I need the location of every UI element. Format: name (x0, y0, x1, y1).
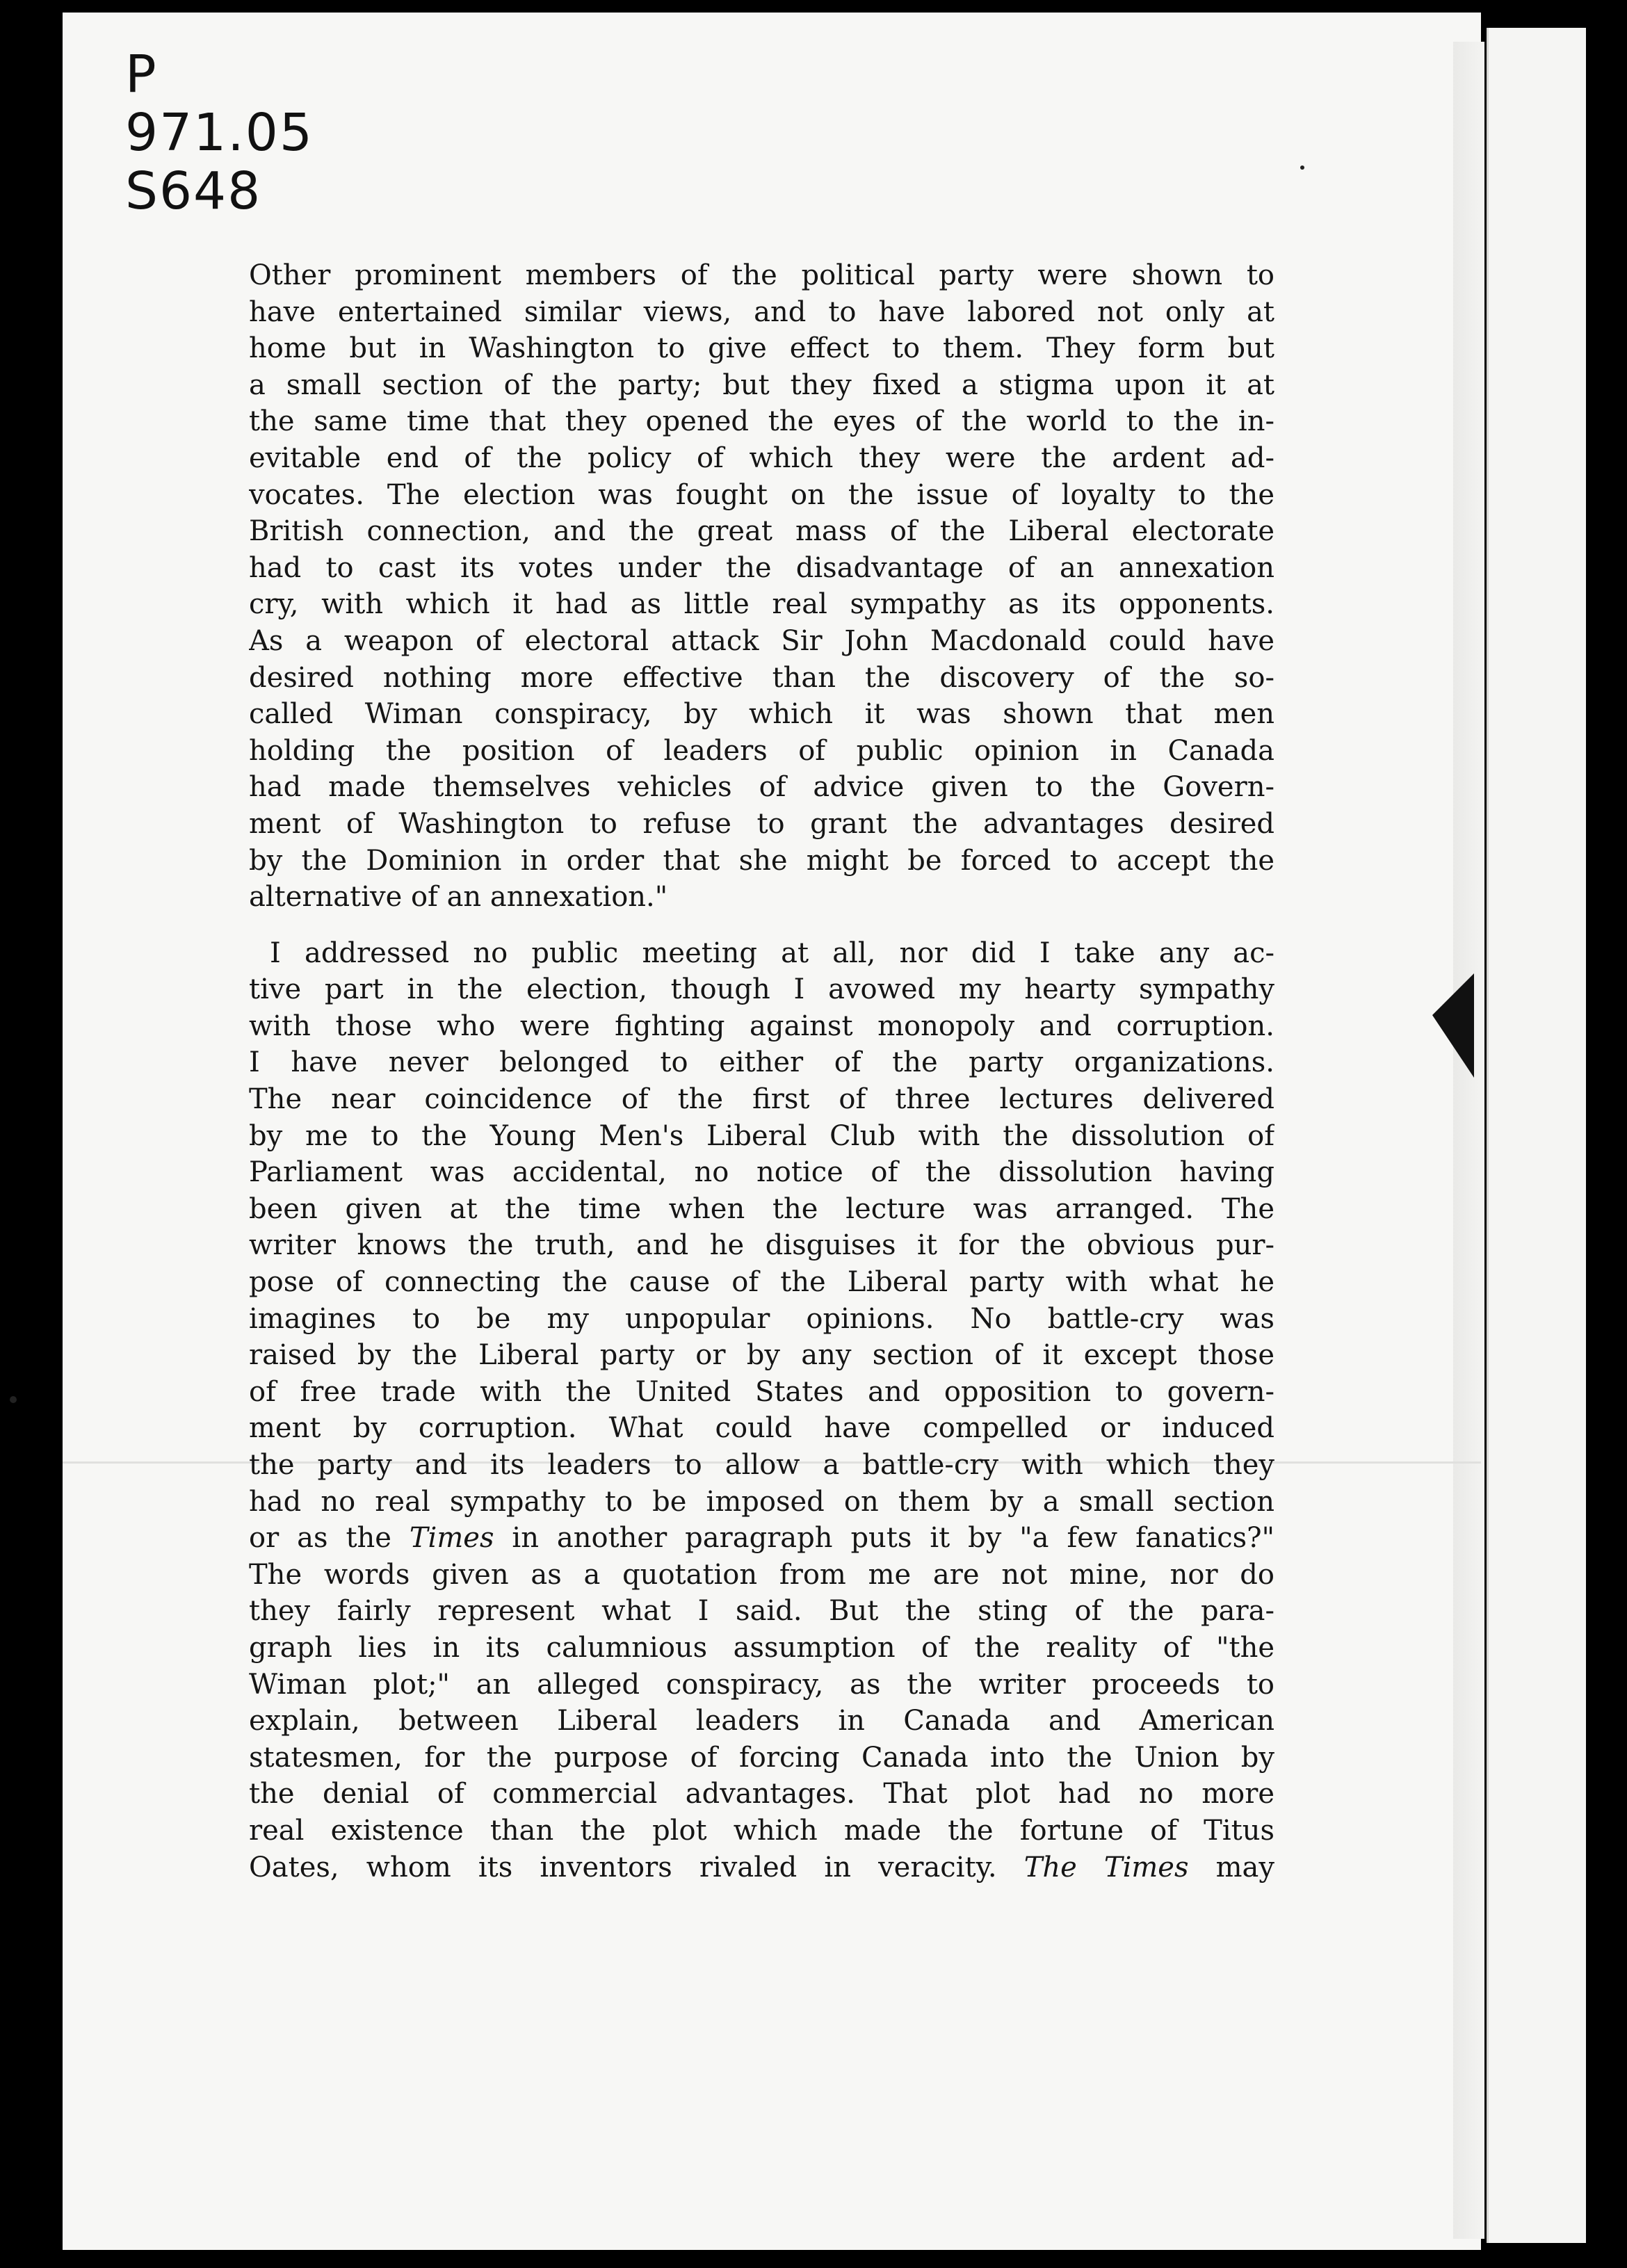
text-line: ment by corruption. What could have compelled or induced (249, 1412, 1274, 1445)
text-line: alternative of an annexation." (249, 881, 668, 914)
text-line: have entertained similar views, and to have labored not only at (249, 295, 1274, 328)
text-line: statesmen, for the purpose of forcing Canada into the Union by (249, 1741, 1274, 1774)
text-line: graph lies in its calumnious assumption of the reality of "the (249, 1631, 1274, 1664)
text-line: vocates. The election was fought on the issue of loyalty to the (249, 478, 1274, 511)
text-line: had made themselves vehicles of advice given to the Govern- (249, 771, 1274, 804)
text-line: with those who were fighting against monopoly and corruption. (249, 1010, 1274, 1042)
text-fragment: in another paragraph puts it by "a few fanatics?" (494, 1522, 1274, 1555)
text-line: the same time that they opened the eyes of the world to the in- (249, 405, 1274, 438)
text-line: I have never belonged to either of the party organizations. (249, 1046, 1274, 1079)
text-line: raised by the Liberal party or by any section of it except those (249, 1339, 1274, 1372)
paragraph-1 (249, 257, 1274, 916)
text-line: imagines to be my unpopular opinions. No battle-cry was (249, 1302, 1274, 1335)
text-line: I addressed no public meeting at all, nor did I take any ac- (270, 937, 1274, 969)
text-line: the party and its leaders to allow a battle-cry with which they (249, 1449, 1274, 1481)
text-line: cry, with which it had as little real sympathy as its opponents. (249, 588, 1274, 621)
text-line: they fairly represent what I said. But the sting of the para- (249, 1595, 1274, 1628)
text-line: British connection, and the great mass of the Liberal electorate (249, 515, 1274, 548)
call-number-line-3: S648 (125, 161, 262, 221)
text-line: called Wiman conspiracy, by which it was shown that men (249, 698, 1274, 731)
text-line: The near coincidence of the first of three lectures delivered (249, 1083, 1274, 1116)
text-fragment: may (1188, 1851, 1274, 1884)
page-tab-mark (1432, 973, 1474, 1078)
text-line: Wiman plot;" an alleged conspiracy, as the writer proceeds to (249, 1668, 1274, 1701)
text-fragment: Oates, whom its inventors rivaled in veracity. (249, 1851, 1024, 1884)
text-line: ment of Washington to refuse to grant the advantages desired (249, 807, 1274, 840)
paragraph-gap (249, 916, 1274, 935)
text-line: As a weapon of electoral attack Sir John Macdonald could have (249, 624, 1274, 657)
text-line: explain, between Liberal leaders in Canada and American (249, 1705, 1274, 1738)
text-line: of free trade with the United States and opposition to govern- (249, 1375, 1274, 1408)
text-line: the denial of commercial advantages. That plot had no more (249, 1778, 1274, 1811)
text-line: had no real sympathy to be imposed on them by a small section (249, 1485, 1274, 1518)
scan-speck (1300, 165, 1304, 170)
text-line (249, 1849, 1274, 1886)
text-line: desired nothing more effective than the discovery of the so- (249, 661, 1274, 694)
text-line: writer knows the truth, and he disguises it for the obvious pur- (249, 1229, 1274, 1262)
text-line: The words given as a quotation from me are not mine, nor do (249, 1558, 1274, 1591)
text-line: pose of connecting the cause of the Liberal party with what he (249, 1266, 1274, 1299)
call-number-line-1: P (125, 44, 158, 104)
text-line: real existence than the plot which made the fortune of Titus (249, 1814, 1274, 1847)
text-line: Other prominent members of the political party were shown to (249, 259, 1274, 291)
text-line: been given at the time when the lecture was arranged. The (249, 1192, 1274, 1225)
text-line: by the Dominion in order that she might be forced to accept the (249, 844, 1274, 877)
call-number-line-2: 971.05 (125, 103, 314, 163)
paragraph-2 (249, 935, 1274, 1886)
text-fragment: or as the (249, 1522, 410, 1555)
text-line: had to cast its votes under the disadvantage of an annexation (249, 551, 1274, 584)
text-line: tive part in the election, though I avowed my hearty sympathy (249, 973, 1274, 1006)
adjacent-page-edge (1487, 28, 1586, 2243)
italic-title-times: Times (409, 1522, 494, 1555)
text-line: Parliament was accidental, no notice of the dissolution having (249, 1156, 1274, 1189)
scan-speck (10, 1396, 17, 1403)
handwritten-call-number (125, 44, 314, 224)
text-line (249, 1520, 1274, 1557)
text-line: holding the position of leaders of public opinion in Canada (249, 734, 1274, 767)
italic-title-the-times: The Times (1023, 1851, 1189, 1884)
body-text (249, 257, 1274, 1886)
text-line: home but in Washington to give effect to them. They form but (249, 332, 1274, 365)
text-line: by me to the Young Men's Liberal Club with the dissolution of (249, 1119, 1274, 1152)
text-line: a small section of the party; but they fixed a stigma upon it at (249, 368, 1274, 401)
page-gutter-shadow (1453, 42, 1484, 2239)
text-line: evitable end of the policy of which they were the ardent ad- (249, 442, 1274, 474)
